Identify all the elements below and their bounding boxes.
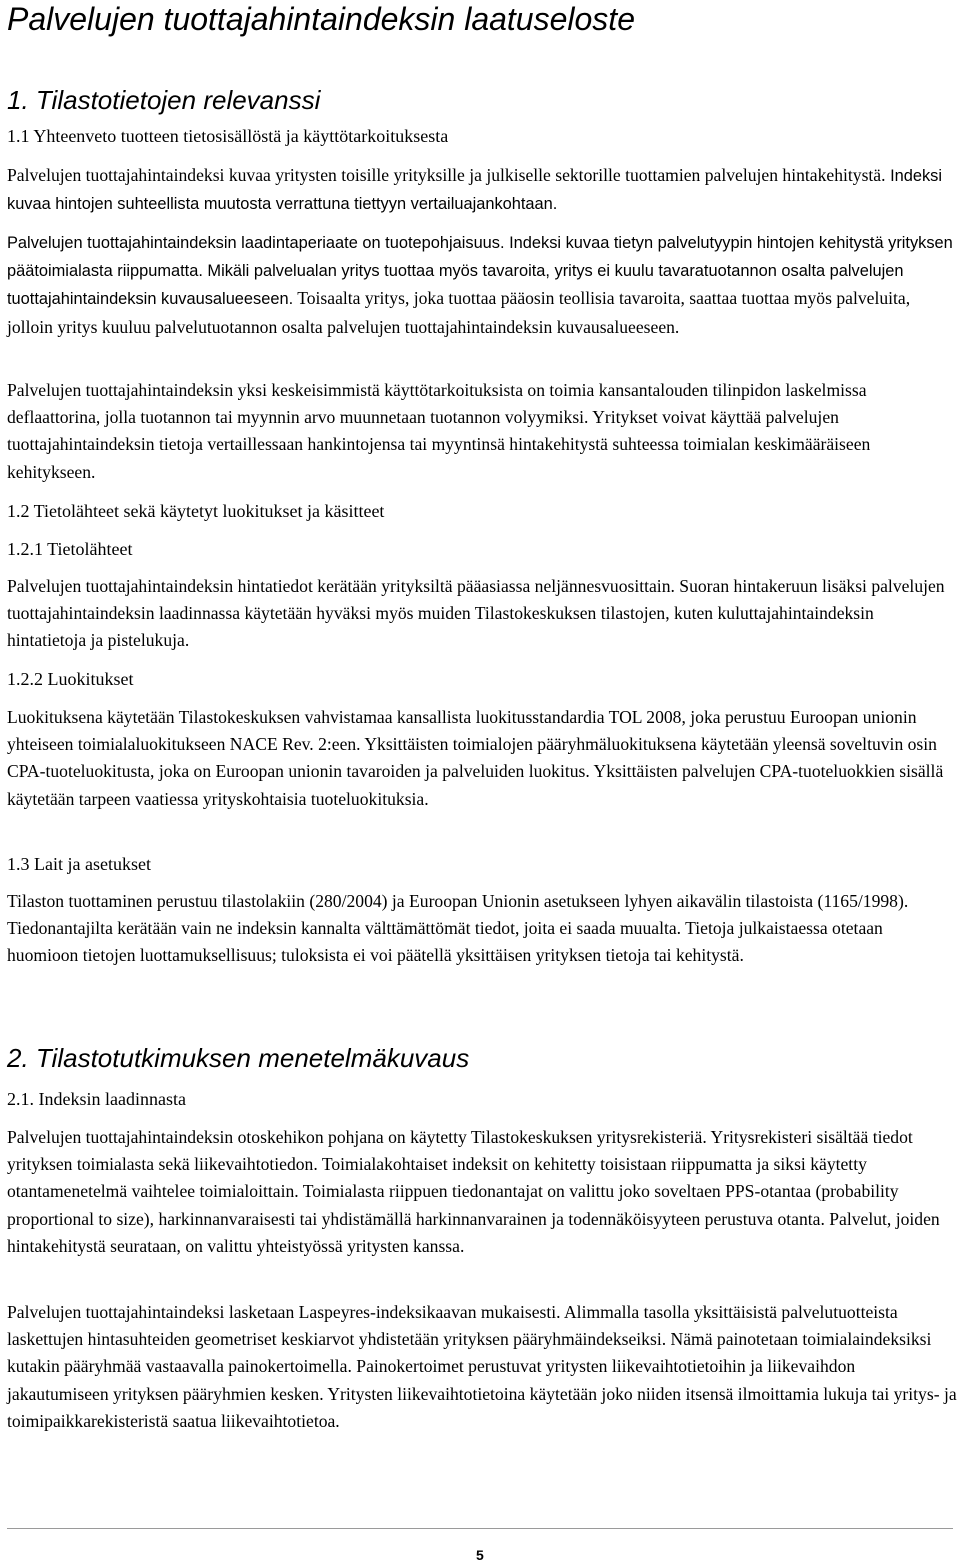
section-1-heading: 1. Tilastotietojen relevanssi: [7, 85, 321, 115]
section-2-1-heading: 2.1. Indeksin laadinnasta: [7, 1089, 186, 1109]
paragraph-text-serif: Toisaalta yritys, joka tuottaa pääosin teollisia tavaroita, saattaa tuottaa myös palveluita, jolloin yritys kuuluu palvelutuotannon osalta palvelujen tuottajahintaindeksin kuvausalueeseen.: [7, 288, 911, 337]
footer-divider: [7, 1528, 953, 1529]
section-1-2-2-paragraph: Luokituksena käytetään Tilastokeskuksen vahvistamaa kansallista luokitusstandardia TOL 2008, joka perustuu Euroopan unionin yhteiseen toimialaluokitukseen NACE Rev. 2:een. Yksittäisten toimialojen pääryhmäluokituksena käytetään yleensä soveltuvin osin CPA-tuoteluokitusta, joka on Euroopan unionin tavaroiden ja palveluiden luokitus. Yksittäisten palvelujen CPA-tuoteluokkien sisällä käytetään tarpeen vaatiessa yrityskohtaisia tuoteluokituksia.: [7, 707, 944, 809]
section-1-1-paragraph-1: [7, 162, 957, 218]
paragraph-text-serif: Palvelujen tuottajahintaindeksi kuvaa yritysten toisille yrityksille ja julkiselle sektorille tuottamien palvelujen hintakehitystä.: [7, 165, 886, 185]
section-2-1-paragraph-2: Palvelujen tuottajahintaindeksi lasketaan Laspeyres-indeksikaavan mukaisesti. Alimmalla tasolla yksittäisistä palvelutuotteista laskettujen hintasuhteiden geometriset keskiarvot yhdistetään yrityksen pääryhmäindekseiksi. Nämä painotetaan toimialaindeksiksi kutakin pääryhmää vastaavalla painokertoimella. Painokertoimet perustuvat yritysten liikevaihtotietoihin ja liikevaihdon jakautumiseen yrityksen pääryhmien kesken. Yritysten liikevaihtotietoina käytetään joko niiden itsensä ilmoittamia lukuja tai yritys- ja toimipaikkarekisteristä saatua liikevaihtotietoa.: [7, 1302, 957, 1431]
section-1-3-paragraph: Tilaston tuottaminen perustuu tilastolakiin (280/2004) ja Euroopan Unionin asetukseen lyhyen aikavälin tilastoista (1165/1998). Tiedonantajilta kerätään vain ne indeksin kannalta välttämättömät tiedot, joita ei saada muualta. Tietoja julkaistaessa otetaan huomioon tietojen luottamuksellisuus; tuloksista ei voi päätellä yksittäisen yrityksen tietoja tai kehitystä.: [7, 891, 909, 966]
section-1-3-heading: 1.3 Lait ja asetukset: [7, 854, 151, 874]
section-2-heading: 2. Tilastotutkimuksen menetelmäkuvaus: [7, 1043, 470, 1073]
section-2-1-paragraph-1: Palvelujen tuottajahintaindeksin otoskehikon pohjana on käytetty Tilastokeskuksen yritysrekisteriä. Yritysrekisteri sisältää tiedot yrityksen toimialasta sekä liikevaihtotiedon. Toimialakohtaiset indeksit on kehitetty toisistaan riippumatta ja siksi käytetty otantamenetelmä vaihtelee toimialoittain. Toimialasta riippuen tiedonantajat on valittu joko soveltaen PPS-otantaa (probability proportional to size), harkinnanvaraisesti tai yhdistämällä harkinnanvarainen ja todennäköisyyteen perustuva otanta. Palvelut, joiden hintakehitystä seurataan, on valittu yhteistyössä yritysten kanssa.: [7, 1127, 940, 1256]
page-number: 5: [476, 1547, 484, 1563]
paragraph-text-sans: Indeksi kuvaa hintojen suhteellista muutosta verrattuna tiettyyn vertailuajankohtaan.: [7, 167, 943, 214]
section-1-2-1-heading: 1.2.1 Tietolähteet: [7, 539, 133, 559]
paragraph-text-sans: Palvelujen tuottajahintaindeksin laadintaperiaate on tuotepohjaisuus. Indeksi kuvaa tietyn palvelutyypin hintojen kehitystä yrityksen päätoimialasta riippumatta. Mikäli palvelualan yritys tuottaa myös tavaroita, yritys ei kuulu tavaratuotannon osalta palvelujen tuottajahintaindeksin kuvausalueeseen.: [7, 234, 953, 309]
section-1-1-heading: 1.1 Yhteenveto tuotteen tietosisällöstä ja käyttötarkoituksesta: [7, 126, 449, 146]
section-1-2-2-heading: 1.2.2 Luokitukset: [7, 669, 134, 689]
document-title: Palvelujen tuottajahintaindeksin laatuseloste: [7, 1, 635, 37]
section-1-1-paragraph-2: [7, 229, 957, 341]
section-1-2-heading: 1.2 Tietolähteet sekä käytetyt luokitukset ja käsitteet: [7, 501, 385, 521]
section-1-2-1-paragraph: Palvelujen tuottajahintaindeksin hintatiedot kerätään yrityksiltä pääasiassa neljännesvuosittain. Suoran hintakeruun lisäksi palvelujen tuottajahintaindeksin laadinnassa käytetään hyväksi myös muiden Tilastokeskuksen tilastojen, kuten kuluttajahintaindeksin hintatietoja ja pistelukuja.: [7, 576, 945, 651]
section-1-1-paragraph-3: Palvelujen tuottajahintaindeksin yksi keskeisimmistä käyttötarkoituksista on toimia kansantalouden tilinpidon laskelmissa deflaattorina, jolla tuotannon tai myynnin arvo muunnetaan tuotannon volyymiksi. Yritykset voivat käyttää palvelujen tuottajahintaindeksin tietoja vertaillessaan hankintojensa tai myyntinsä hintakehitystä suhteessa toimialan keskimääräiseen kehitykseen.: [7, 380, 871, 482]
